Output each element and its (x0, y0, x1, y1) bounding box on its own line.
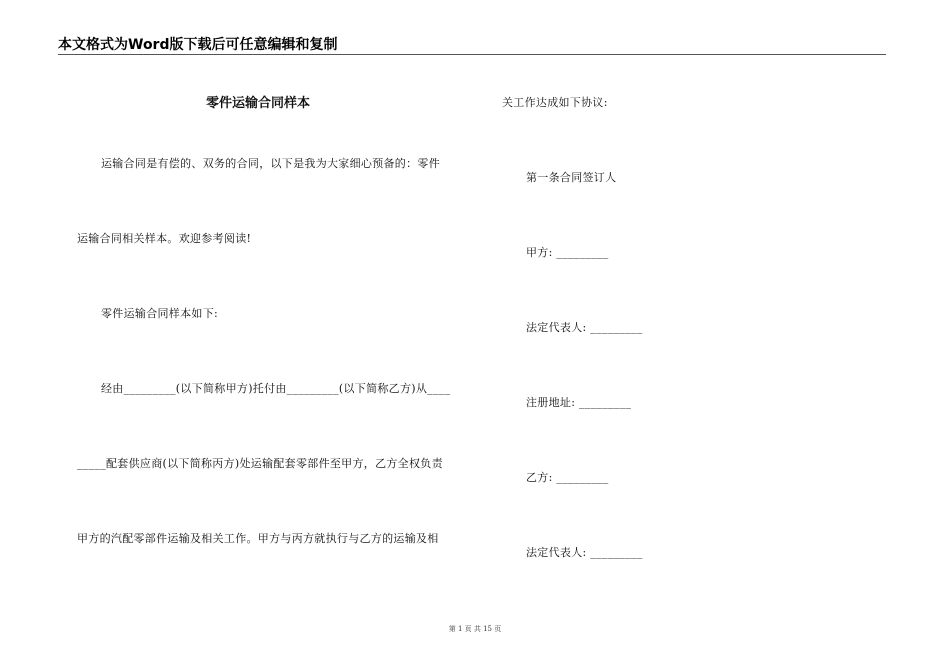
paragraph-line: 经由_________(以下简称甲方)托付由_________(以下简称乙方)从____ (101, 382, 451, 395)
paragraph-line: 运输合同相关样本。欢迎参考阅读! (77, 232, 252, 245)
form-field-party-a: 甲方: _________ (526, 246, 609, 259)
form-field-legal-representative: 法定代表人: _________ (526, 546, 643, 559)
form-field-registered-address: 注册地址: _________ (526, 396, 632, 409)
document-title: 零件运输合同样本 (206, 96, 311, 111)
paragraph-line: 甲方的汽配零部件运输及相关工作。甲方与丙方就执行与乙方的运输及相 (77, 532, 439, 545)
clause-heading: 第一条合同签订人 (526, 171, 617, 184)
form-field-legal-representative: 法定代表人: _________ (526, 321, 643, 334)
paragraph-line: 零件运输合同样本如下: (101, 307, 219, 320)
paragraph-line: _____配套供应商(以下简称丙方)处运输配套零部件至甲方，乙方全权负责 (77, 457, 443, 470)
header-divider (58, 54, 886, 55)
paragraph-line: 运输合同是有偿的、双务的合同，以下是我为大家细心预备的：零件 (101, 157, 440, 170)
paragraph-line: 关工作达成如下协议: (502, 96, 608, 109)
download-banner: 本文格式为Word版下载后可任意编辑和复制 (58, 37, 338, 53)
page-number: 第 1 页 共 15 页 (448, 625, 502, 633)
form-field-party-b: 乙方: _________ (526, 471, 609, 484)
